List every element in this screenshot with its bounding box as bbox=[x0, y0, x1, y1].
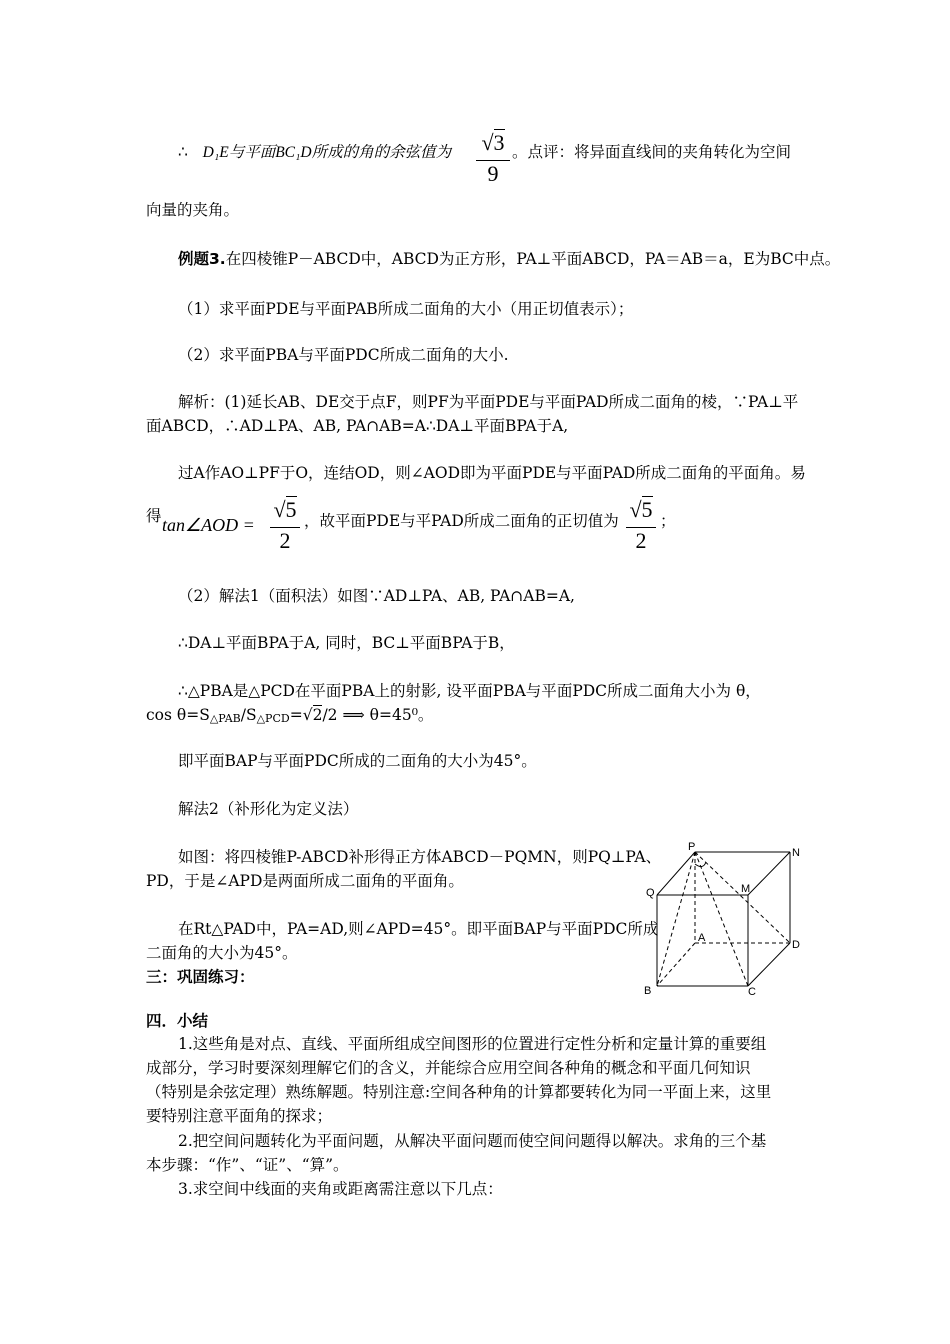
edge-PD bbox=[695, 852, 790, 943]
summary-item2-line-2: 本步骤：“作”、“证”、“算”。 bbox=[146, 1156, 349, 1174]
example3-label: 例题3. bbox=[178, 250, 226, 268]
method1-line-2: ∴DA⊥平面BPA于A, 同时，BC⊥平面BPA于B， bbox=[178, 634, 515, 652]
method1-line-3: ∴△PBA是△PCD在平面PBA上的射影, 设平面PBA与平面PDC所成二面角大小为 θ， bbox=[178, 682, 761, 700]
edge-PC bbox=[695, 852, 751, 986]
edge-DC bbox=[748, 943, 790, 986]
example3-question-2: （2）求平面PBA与平面PDC所成二面角的大小. bbox=[178, 346, 509, 364]
edge-NM bbox=[748, 852, 790, 895]
method1-line-1: （2）解法1（面积法）如图∵AD⊥PA、AB, PA∩AB=A, bbox=[178, 587, 575, 605]
fraction-denominator-2a: 2 bbox=[279, 528, 291, 553]
method2-line-2: PD，于是∠APD是两面所成二面角的平面角。 bbox=[146, 872, 464, 890]
method2-line-3: 在Rt△PAD中，PA=AD,则∠APD=45°。即平面BAP与平面PDC所成 bbox=[178, 920, 659, 938]
label-Q: Q bbox=[646, 887, 655, 899]
tan-expression: tan∠AOD = bbox=[162, 515, 255, 535]
label-B: B bbox=[644, 985, 652, 997]
cos-result: θ=45⁰。 bbox=[369, 706, 434, 724]
sqrt5-radicand-1: 5 bbox=[285, 497, 297, 522]
fraction-denominator-9: 9 bbox=[487, 161, 499, 186]
method2-title: 解法2（补形化为定义法） bbox=[178, 800, 359, 818]
example3-question-1: （1）求平面PDE与平面PAB所成二面角的大小（用正切值表示）； bbox=[178, 300, 634, 318]
label-N: N bbox=[792, 847, 800, 859]
fraction-denominator-2b: 2 bbox=[635, 528, 647, 553]
method2-line-4: 二面角的大小为45°。 bbox=[146, 944, 298, 962]
summary-item1-line-3: （特别是余弦定理）熟练解题。特别注意:空间各种角的计算都要转化为同一平面上来，这里 bbox=[146, 1083, 772, 1101]
solution-p2-middle: ，故平面PDE与平PAD所成二面角的正切值为 bbox=[304, 512, 619, 530]
slash-s: /S bbox=[240, 706, 257, 724]
summary-item2-line-1: 2.把空间问题转化为平面问题，从解决平面问题而使空间问题得以解决。求角的三个基 bbox=[178, 1132, 767, 1150]
example3-text: 在四棱锥P－ABCD中，ABCD为正方形，PA⊥平面ABCD，PA＝AB＝a，E为BC中点。 bbox=[225, 250, 841, 268]
example3-statement bbox=[178, 248, 840, 270]
sqrt2-radicand: 2 bbox=[312, 706, 323, 724]
sqrt5-over-2-fraction-1: $\frac{√5}{2}$ bbox=[270, 497, 300, 554]
label-P: P bbox=[688, 841, 696, 853]
solution-p2-de: 得 bbox=[146, 507, 162, 525]
cos-prefix: cos θ=S bbox=[146, 706, 210, 724]
sqrt5-radicand-2: 5 bbox=[641, 497, 653, 522]
cos-tail: /2 bbox=[322, 706, 338, 724]
edge-AB bbox=[657, 943, 695, 986]
cube-pyramid-figure bbox=[640, 840, 810, 1000]
subscript-pcd: △PCD bbox=[256, 712, 290, 725]
summary-item1-line-1: 1.这些角是对点、直线、平面所组成空间图形的位置进行定性分析和定量计算的重要组 bbox=[178, 1035, 767, 1053]
intro-line-1-tail: 。点评：将异面直线间的夹角转化为空间 bbox=[512, 143, 792, 161]
section3-title: 三：巩固练习： bbox=[146, 968, 255, 986]
sqrt5-over-2-fraction-2: $\frac{√5}{2}$ bbox=[626, 497, 656, 554]
sqrt3-over-9-fraction: $\frac{√3}{9}$ bbox=[476, 130, 510, 187]
summary-item1-line-4: 要特别注意平面角的探求； bbox=[146, 1107, 333, 1125]
subscript-pab: △PAB bbox=[209, 712, 241, 725]
edge-PB bbox=[657, 852, 695, 986]
section4-title: 四．小结 bbox=[146, 1012, 209, 1030]
solution-p1-line-2: 面ABCD，∴AD⊥PA、AB, PA∩AB=A∴DA⊥平面BPA于A, bbox=[146, 417, 569, 435]
label-D: D bbox=[792, 939, 800, 951]
summary-item3-line-1: 3.求空间中线面的夹角或距离需注意以下几点： bbox=[178, 1180, 503, 1198]
label-M: M bbox=[741, 883, 751, 895]
method1-cos-line: cos θ=S△PAB/S△PCD=√2/2 ⟹ θ=45⁰。 bbox=[146, 706, 434, 725]
summary-item1-line-2: 成部分，学习时要深刻理解它们的含义，并能综合应用空间各种角的概念和平面几何知识 bbox=[146, 1059, 751, 1077]
label-C: C bbox=[748, 986, 756, 998]
solution-p2-end: ； bbox=[660, 512, 676, 530]
method1-conclusion: 即平面BAP与平面PDC所成的二面角的大小为45°。 bbox=[178, 752, 537, 770]
implies-arrow: ⟹ bbox=[342, 706, 365, 724]
sqrt3-radicand: 3 bbox=[493, 130, 505, 155]
method2-line-1: 如图：将四棱锥P-ABCD补形得正方体ABCD－PQMN，则PQ⊥PA、 bbox=[178, 848, 662, 866]
cos-equals: = bbox=[289, 706, 303, 724]
solution-p2-line-1: 过A作AO⊥PF于O，连结OD，则∠AOD即为平面PDE与平面PAD所成二面角的平面角。易 bbox=[178, 464, 806, 482]
solution-p1-line-1: 解析：(1)延长AB、DE交于点F，则PF为平面PDE与平面PAD所成二面角的棱，∵PA⊥平 bbox=[178, 393, 799, 411]
intro-expression: D₁E与平面BC₁D所成的角的余弦值为 bbox=[202, 144, 452, 161]
intro-line-2: 向量的夹角。 bbox=[146, 201, 240, 219]
intro-line-1 bbox=[178, 141, 451, 164]
therefore-symbol: ∴ bbox=[178, 143, 188, 161]
label-A: A bbox=[698, 932, 706, 944]
